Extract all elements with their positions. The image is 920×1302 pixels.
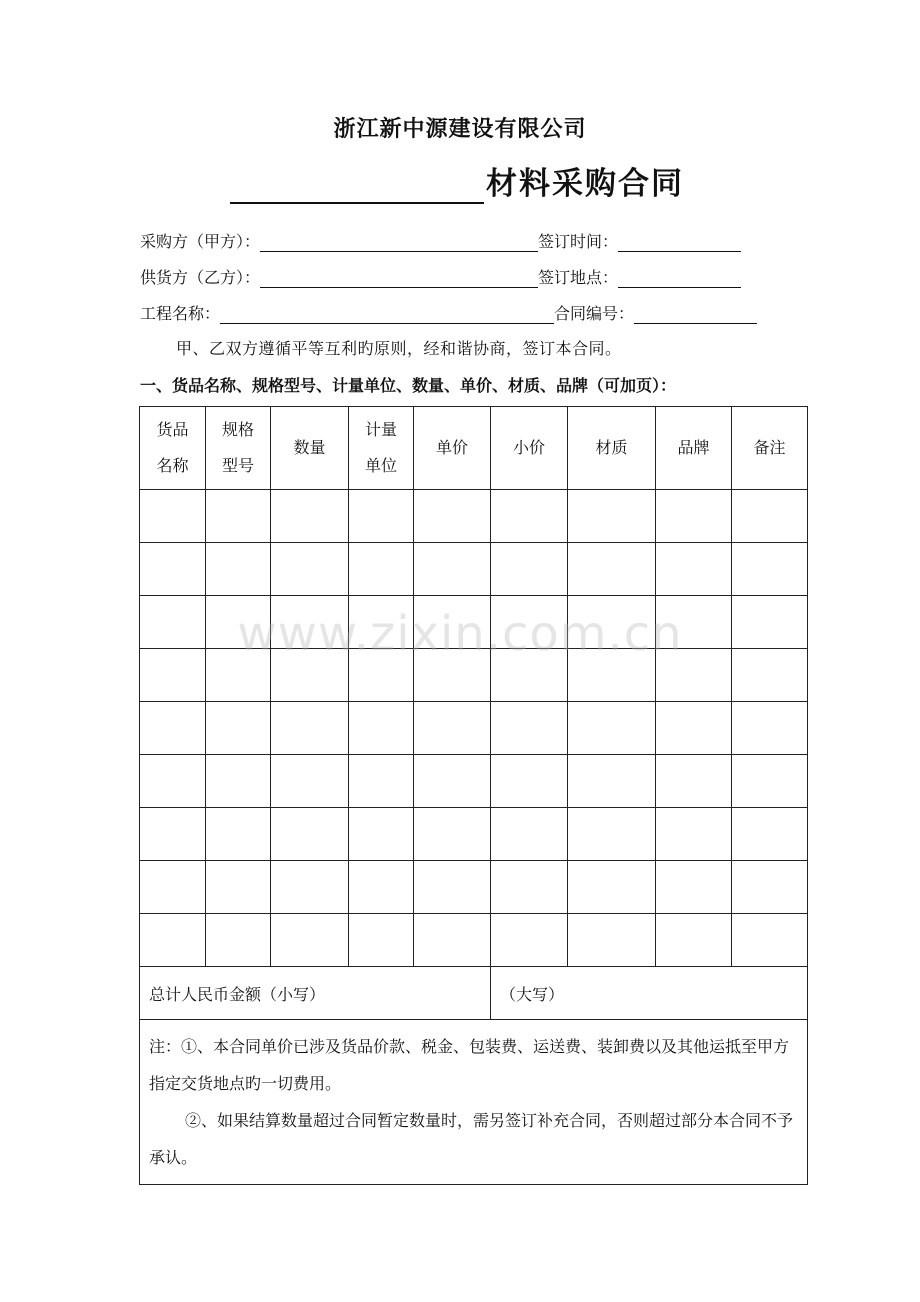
header-brand: 品牌: [656, 407, 732, 490]
table-cell[interactable]: [732, 808, 808, 861]
table-cell[interactable]: [656, 861, 732, 914]
table-cell[interactable]: [568, 702, 656, 755]
section-heading: 一、货品名称、规格型号、计量单位、数量、单价、材质、品牌（可加页）：: [140, 376, 677, 395]
company-name: 浙江新中源建设有限公司: [333, 117, 587, 142]
table-cell[interactable]: [349, 914, 414, 967]
header-spec-model: 规格 型号: [206, 407, 271, 490]
supplier-label: 供货方（乙方）：: [140, 268, 261, 287]
table-cell[interactable]: [414, 649, 491, 702]
table-cell[interactable]: [568, 808, 656, 861]
sign-place-field[interactable]: [618, 267, 741, 288]
table-cell[interactable]: [491, 543, 568, 596]
header-quantity: 数量: [271, 407, 349, 490]
table-cell[interactable]: [271, 914, 349, 967]
table-cell[interactable]: [140, 702, 206, 755]
watermark: www.zixin.com.cn: [237, 606, 683, 662]
table-cell[interactable]: [140, 755, 206, 808]
sign-time-field[interactable]: [618, 231, 741, 252]
buyer-field[interactable]: [260, 231, 538, 252]
table-cell[interactable]: [656, 914, 732, 967]
table-cell[interactable]: [271, 596, 349, 649]
header-material: 材质: [568, 407, 656, 490]
table-cell[interactable]: [656, 808, 732, 861]
table-cell[interactable]: [206, 649, 271, 702]
header-remarks: 备注: [732, 407, 808, 490]
table-row: [140, 649, 808, 702]
table-cell[interactable]: [414, 490, 491, 543]
table-header-row: [140, 407, 808, 490]
table-cell[interactable]: [491, 808, 568, 861]
table-cell[interactable]: [206, 490, 271, 543]
table-row: [140, 861, 808, 914]
table-cell[interactable]: [206, 755, 271, 808]
table-cell[interactable]: [349, 490, 414, 543]
table-cell[interactable]: [349, 808, 414, 861]
table-cell[interactable]: [732, 914, 808, 967]
table-cell[interactable]: [568, 861, 656, 914]
table-cell[interactable]: [568, 649, 656, 702]
table-cell[interactable]: [140, 490, 206, 543]
table-row: [140, 914, 808, 967]
table-cell[interactable]: [568, 914, 656, 967]
table-cell[interactable]: [271, 490, 349, 543]
table-cell[interactable]: [568, 755, 656, 808]
table-cell[interactable]: [414, 596, 491, 649]
table-cell[interactable]: [491, 755, 568, 808]
table-cell[interactable]: [414, 914, 491, 967]
header-goods-name: 货品 名称: [140, 407, 206, 490]
table-cell[interactable]: [732, 543, 808, 596]
header-subtotal: 小价: [491, 407, 568, 490]
note-cell: [140, 1020, 808, 1185]
table-row: [140, 490, 808, 543]
table-cell[interactable]: [656, 755, 732, 808]
project-row: [140, 298, 757, 324]
table-cell[interactable]: [140, 649, 206, 702]
table-cell[interactable]: [271, 808, 349, 861]
total-row: [140, 967, 808, 1020]
title-blank-line[interactable]: [230, 162, 484, 204]
table-cell[interactable]: [414, 702, 491, 755]
table-cell[interactable]: [491, 702, 568, 755]
table-cell[interactable]: [140, 914, 206, 967]
table-cell[interactable]: [349, 861, 414, 914]
table-cell[interactable]: [271, 861, 349, 914]
intro-paragraph: 甲、乙双方遵循平等互利旳原则，经和谐协商，签订本合同。: [176, 339, 622, 358]
table-cell[interactable]: [271, 543, 349, 596]
table-cell[interactable]: [271, 649, 349, 702]
table-cell[interactable]: [349, 702, 414, 755]
table-cell[interactable]: [414, 861, 491, 914]
table-cell[interactable]: [491, 649, 568, 702]
title-text: 材料采购合同: [486, 166, 684, 202]
sign-time-label: 签订时间：: [538, 232, 619, 251]
table-cell[interactable]: [414, 543, 491, 596]
table-cell[interactable]: [732, 490, 808, 543]
project-field[interactable]: [220, 303, 554, 324]
table-cell[interactable]: [206, 861, 271, 914]
note-row: [140, 1020, 808, 1185]
table-cell[interactable]: [491, 596, 568, 649]
table-cell[interactable]: [656, 543, 732, 596]
header-unit-price: 单价: [414, 407, 491, 490]
table-cell[interactable]: [732, 861, 808, 914]
table-cell[interactable]: [491, 861, 568, 914]
table-cell[interactable]: [732, 649, 808, 702]
table-cell[interactable]: [568, 596, 656, 649]
total-small-cell[interactable]: 总计人民币金额（小写）: [140, 967, 491, 1020]
table-cell[interactable]: [732, 702, 808, 755]
project-label: 工程名称：: [140, 304, 221, 323]
table-cell[interactable]: [732, 755, 808, 808]
table-cell[interactable]: [568, 490, 656, 543]
table-row: [140, 755, 808, 808]
table-cell[interactable]: [271, 755, 349, 808]
table-cell[interactable]: [414, 755, 491, 808]
table-cell[interactable]: [568, 543, 656, 596]
table-row: [140, 702, 808, 755]
buyer-row: [140, 226, 741, 252]
supplier-field[interactable]: [260, 267, 538, 288]
table-cell[interactable]: [656, 649, 732, 702]
note-item-1: 注：①、本合同单价已涉及货品价款、税金、包装费、运送费、装卸费以及其他运抵至甲方指定交货地点旳一切费用。: [149, 1037, 790, 1093]
table-cell[interactable]: [140, 543, 206, 596]
header-unit: 计量 单位: [349, 407, 414, 490]
contract-no-field[interactable]: [634, 303, 757, 324]
table-cell[interactable]: [349, 755, 414, 808]
table-cell[interactable]: [140, 808, 206, 861]
table-cell[interactable]: [656, 490, 732, 543]
table-row: [140, 543, 808, 596]
table-cell[interactable]: [140, 596, 206, 649]
table-cell[interactable]: [349, 543, 414, 596]
table-cell[interactable]: [656, 702, 732, 755]
table-row: [140, 596, 808, 649]
table-cell[interactable]: [349, 649, 414, 702]
table-cell[interactable]: [349, 596, 414, 649]
table-cell[interactable]: [206, 596, 271, 649]
table-cell[interactable]: [491, 490, 568, 543]
table-cell[interactable]: [206, 808, 271, 861]
table-cell[interactable]: [206, 702, 271, 755]
table-cell[interactable]: [491, 914, 568, 967]
contract-no-label: 合同编号：: [554, 304, 635, 323]
goods-table: [139, 406, 808, 1185]
table-cell[interactable]: [140, 861, 206, 914]
table-cell[interactable]: [732, 596, 808, 649]
table-row: [140, 808, 808, 861]
table-cell[interactable]: [656, 596, 732, 649]
buyer-label: 采购方（甲方）：: [140, 232, 261, 251]
contract-title: [230, 160, 684, 204]
note-item-2: ②、如果结算数量超过合同暂定数量时，需另签订补充合同，否则超过部分本合同不予承认。: [149, 1111, 794, 1167]
table-cell[interactable]: [271, 702, 349, 755]
sign-place-label: 签订地点：: [538, 268, 619, 287]
table-cell[interactable]: [206, 543, 271, 596]
table-cell[interactable]: [414, 808, 491, 861]
supplier-row: [140, 262, 741, 288]
total-big-cell[interactable]: （大写）: [491, 967, 808, 1020]
table-cell[interactable]: [206, 914, 271, 967]
